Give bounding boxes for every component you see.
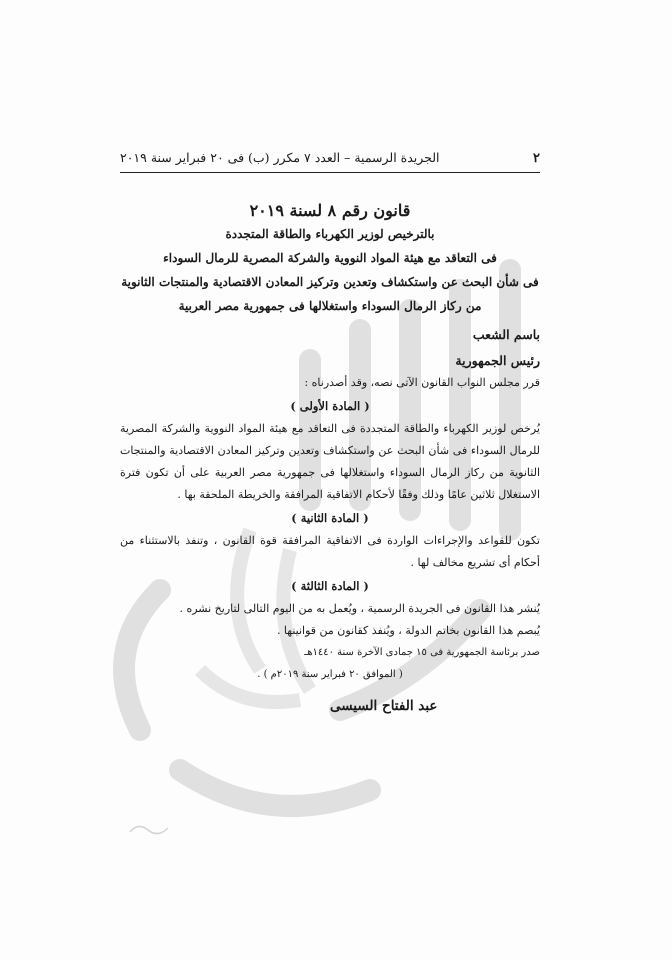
- article-2-heading: ( المادة الثانية ): [291, 511, 369, 525]
- subtitle-line: فى التعاقد مع هيئة المواد النووية والشركة المصرية للرمال السوداء: [163, 251, 497, 265]
- article-3-heading: ( المادة الثالثة ): [291, 579, 369, 593]
- president-title: رئيس الجمهورية: [455, 353, 540, 368]
- article-3-text-2: يُبصم هذا القانون بخاتم الدولة ، ويُنفذ كقانون من قوانينها .: [276, 624, 540, 637]
- article-1-heading: ( المادة الأولى ): [290, 399, 370, 413]
- document-body: [120, 150, 540, 714]
- law-title: قانون رقم ٨ لسنة ٢٠١٩: [249, 201, 411, 220]
- page-header: [120, 150, 540, 173]
- gazette-issue-line: الجريدة الرسمية – العدد ٧ مكرر (ب) فى ٢٠ فبراير سنة ٢٠١٩: [120, 150, 440, 165]
- gregorian-date-line: ( الموافق ٢٠ فبراير سنة ٢٠١٩م ) .: [257, 669, 403, 680]
- subtitle-line: من ركاز الرمال السوداء واستغلالها فى جمهورية مصر العربية: [178, 299, 482, 313]
- subtitle-line: بالترخيص لوزير الكهرباء والطاقة المتجددة: [225, 227, 435, 241]
- article-1-text: يُرخص لوزير الكهرباء والطاقة المتجددة فى التعاقد مع هيئة المواد النووية والشركة المصرية للرمال السوداء فى شأن البحث عن واستكشاف وتعدين وتركيز المعادن الاقتصادية والمنتجات الثانوية من ركاز الرمال السوداء واستغلالها فى جمهورية مصر العربية على أن تكون فترة الاستغلال ثلاثين عامًا وذلك وفقًا لأحكام الاتفاقية المرافقة والخريطة الملحقة بها .: [120, 422, 540, 501]
- subtitle-line: فى شأن البحث عن واستكشاف وتعدين وتركيز المعادن الاقتصادية والمنتجات الثانوية: [121, 275, 539, 289]
- article-2-text: تكون للقواعد والإجراءات الواردة فى الاتفاقية المرافقة قوة القانون ، وتنفذ بالاستثناء من أحكام أى تشريع مخالف لها .: [120, 534, 540, 569]
- president-signature: عبد الفتاح السيسى: [330, 698, 438, 714]
- article-3-text: يُنشر هذا القانون فى الجريدة الرسمية ، ويُعمل به من اليوم التالى لتاريخ نشره .: [179, 602, 540, 615]
- small-stamp-icon: [128, 820, 174, 836]
- page-number: ٢: [533, 151, 540, 166]
- in-the-name-of-people: باسم الشعب: [472, 327, 540, 342]
- preamble: قرر مجلس النواب القانون الآتى نصه، وقد أصدرناه :: [304, 376, 540, 389]
- law-subtitle: [120, 222, 540, 318]
- issued-line: صدر برئاسة الجمهورية فى ١٥ جمادى الآخرة سنة ١٤٤٠هـ: [304, 647, 540, 658]
